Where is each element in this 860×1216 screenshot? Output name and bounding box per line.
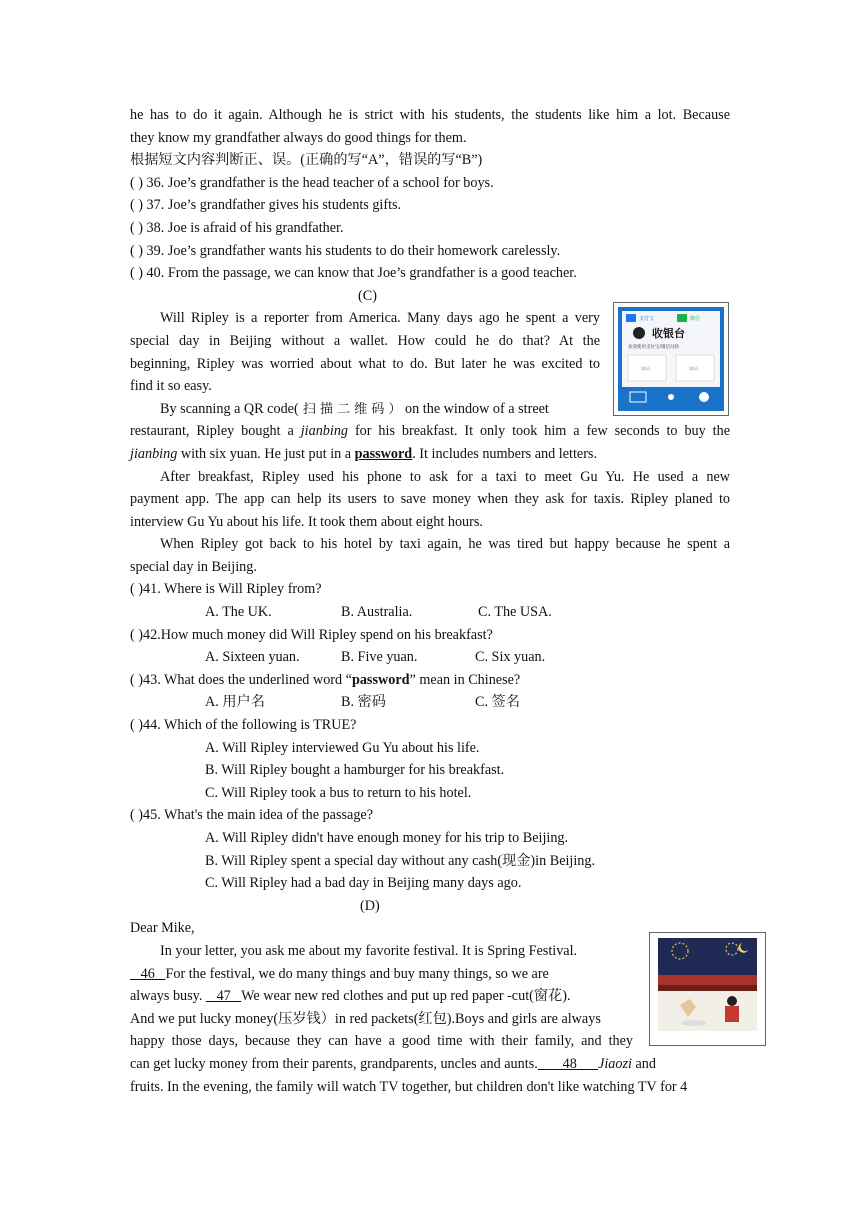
mc-option: C. Will Ripley took a bus to return to his hotel. <box>205 784 472 801</box>
paragraph-line: Will Ripley is a reporter from America. Many days ago he spent a very <box>160 310 600 327</box>
paragraph-line: interview Gu Yu about his life. It took them about eight hours. <box>130 513 483 530</box>
spring-festival-picture-icon <box>650 933 765 1045</box>
paragraph-line: beginning, Ripley was worried about what to do. But later he was excited to <box>130 355 600 372</box>
document-page <box>130 104 730 1098</box>
mc-option: A. Will Ripley interviewed Gu Yu about his life. <box>205 739 480 756</box>
letter-line: always busy. 47 We wear new red clothes and put up red paper -cut(窗花). <box>130 988 571 1005</box>
tf-question: ( ) 37. Joe’s grandfather gives his students gifts. <box>130 197 402 214</box>
underlined-word: password <box>354 445 413 462</box>
tf-question: ( ) 36. Joe’s grandfather is the head teacher of a school for boys. <box>130 174 494 191</box>
mc-question: ( )42.How much money did Will Ripley spend on his breakfast? <box>130 626 493 643</box>
letter-line: fruits. In the evening, the family will watch TV together, but children don't like watching TV for 4 <box>130 1078 688 1095</box>
tf-question: ( ) 39. Joe’s grandfather wants his students to do their homework carelessly. <box>130 242 561 259</box>
mc-question: ( )41. Where is Will Ripley from? <box>130 581 322 598</box>
letter-line: 46 For the festival, we do many things and buy many things, so we are <box>130 965 549 982</box>
mc-option: B. Will Ripley spent a special day without any cash(现金)in Beijing. <box>205 852 596 869</box>
mc-options: A. The UK. B. Australia. C. The USA. <box>205 604 552 621</box>
mc-question: ( )44. Which of the following is TRUE? <box>130 717 357 734</box>
svg-text:二维码: 二维码 <box>686 366 698 371</box>
paragraph-line: By scanning a QR code( 扫 描 二 维 码 ） on the window of a street <box>160 400 549 417</box>
paragraph-line: find it so easy. <box>130 378 212 395</box>
paragraph-line: special day in Beijing without a wallet. How could he do that? At the <box>130 332 600 349</box>
section-c-heading: (C) <box>358 287 377 304</box>
mc-question: ( )43. What does the underlined word “password” mean in Chinese? <box>130 671 521 688</box>
letter-line: can get lucky money from their parents, grandparents, uncles and aunts. 48 Jiaozi and <box>130 1055 656 1072</box>
svg-text:欢迎使用支付宝/微信付款: 欢迎使用支付宝/微信付款 <box>628 345 680 350</box>
letter-line: happy those days, because they can have a good time with their family, and they <box>130 1033 633 1050</box>
intro-line: he has to do it again. Although he is strict with his students, the students like him a lot. Because <box>130 107 730 123</box>
payment-poster-icon <box>614 303 728 415</box>
mc-options: A. 用户名 B. 密码 C. 签名 <box>205 694 520 711</box>
paragraph-line: jianbing with six yuan. He just put in a password. It includes numbers and letters. <box>130 445 597 462</box>
tf-question: ( ) 38. Joe is afraid of his grandfather. <box>130 219 344 236</box>
blank-48: 48 <box>537 1055 599 1072</box>
paragraph-line: restaurant, Ripley bought a jianbing for his breakfast. It only took him a few seconds to buy the <box>130 423 730 440</box>
svg-text:收银台: 收银台 <box>652 327 685 340</box>
salutation: Dear Mike, <box>130 920 195 937</box>
paragraph-line: payment app. The app can help its users to save money when they ask for taxis. Ripley planed to <box>130 491 730 508</box>
letter-line: And we put lucky money(压岁钱）in red packets(红包).Boys and girls are always <box>130 1010 601 1027</box>
svg-text:二维码: 二维码 <box>638 366 650 371</box>
mc-option: A. Will Ripley didn't have enough money for his trip to Beijing. <box>205 830 569 846</box>
blank-46: 46 <box>130 965 166 982</box>
svg-text:支付宝: 支付宝 <box>639 316 655 322</box>
festival-illustration <box>649 932 766 1046</box>
blank-47: 47 <box>205 988 242 1005</box>
mc-option: B. Will Ripley bought a hamburger for his breakfast. <box>205 762 505 779</box>
letter-line: In your letter, you ask me about my favorite festival. It is Spring Festival. <box>160 942 578 959</box>
paragraph-line: When Ripley got back to his hotel by taxi again, he was tired but happy because he spent a <box>160 536 730 553</box>
qr-payment-image <box>613 302 729 416</box>
svg-text:微信: 微信 <box>690 316 701 322</box>
mc-question: ( )45. What's the main idea of the passage? <box>130 807 374 824</box>
section-d-heading: (D) <box>360 897 380 914</box>
mc-options: A. Sixteen yuan. B. Five yuan. C. Six yuan. <box>205 649 546 666</box>
mc-option: C. Will Ripley had a bad day in Beijing many days ago. <box>205 875 522 892</box>
instruction: 根据短文内容判断正、误。(正确的写“A”，错误的写“B”) <box>130 152 483 169</box>
intro-line: they know my grandfather always do good things for them. <box>130 129 467 146</box>
paragraph-line: After breakfast, Ripley used his phone to ask for a taxi to meet Gu Yu. He used a new <box>160 468 730 485</box>
tf-question: ( ) 40. From the passage, we can know that Joe’s grandfather is a good teacher. <box>130 265 577 282</box>
paragraph-line: special day in Beijing. <box>130 558 257 575</box>
